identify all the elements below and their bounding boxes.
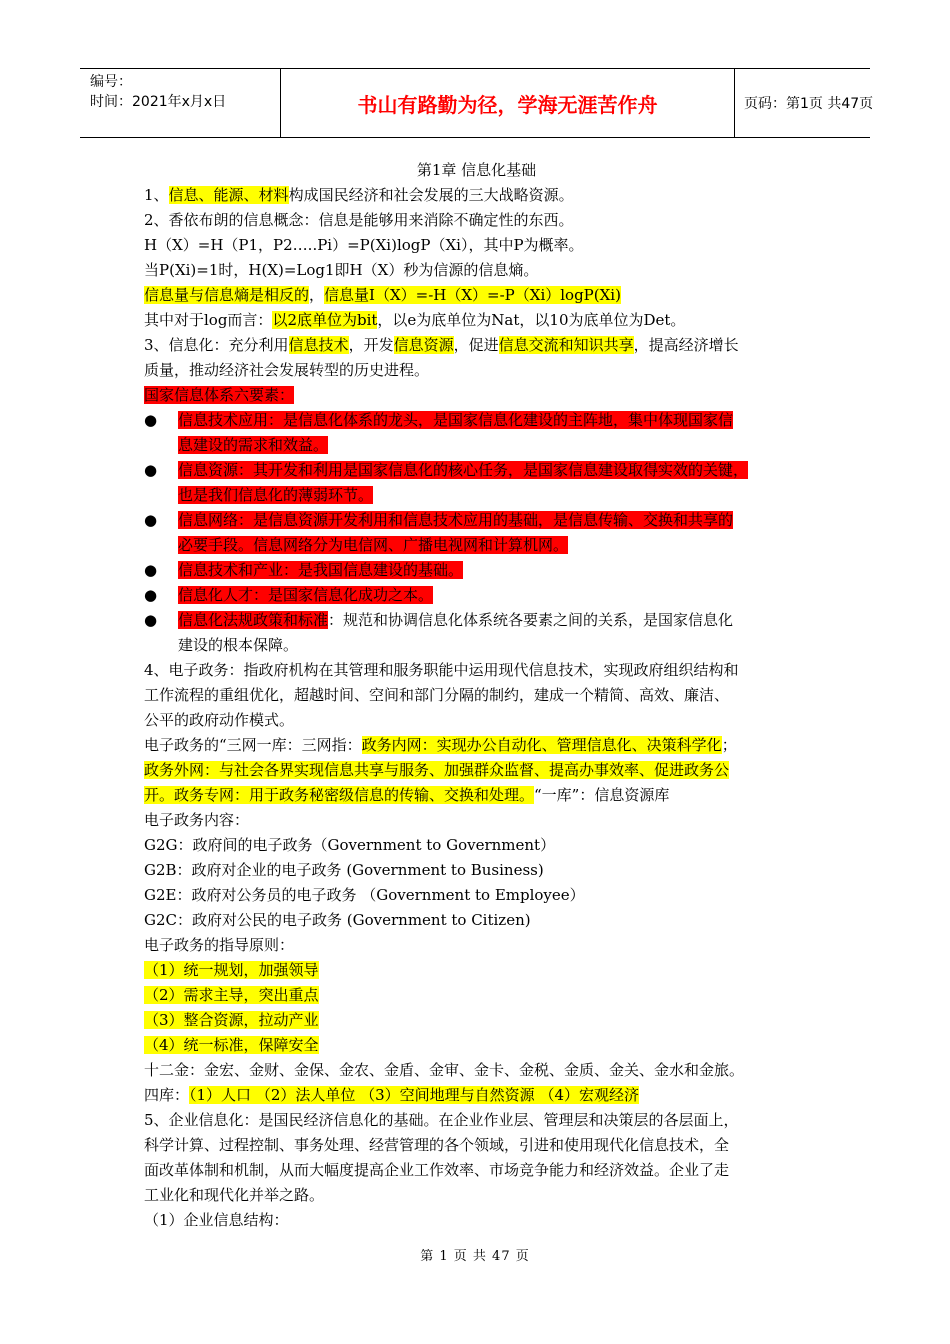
paragraph-7-cont: 质量，推动经济社会发展转型的历史进程。: [144, 361, 430, 379]
chapter-title: 第1章 信息化基础: [416, 161, 537, 179]
paragraph-8-cont: 公平的政府动作模式。: [144, 711, 295, 729]
paragraph-8-cont: 工作流程的重组优化，超越时间、空间和部门分隔的制约，建成一个精简、高效、廉洁、: [144, 686, 730, 704]
paragraph-8: 4、电子政务：指政府机构在其管理和服务职能中运用现代信息技术，实现政府组织结构和: [144, 661, 739, 679]
bullet-icon: ●: [144, 561, 158, 579]
number-label: 编号：: [90, 74, 132, 90]
principle-4: （4）统一标准，保障安全: [144, 1036, 319, 1054]
date-line: 时间：2021年x月x日: [90, 94, 227, 110]
paragraph-11: 电子政务的指导原则：: [144, 936, 295, 954]
paragraph-4: 当P(Xi)=1时，H(X)=Log1即H（X）秒为信源的信息熵。: [144, 261, 539, 279]
bullet-item: ● 信息技术应用：是信息化体系的龙头，是国家信息化建设的主阵地，集中体现国家信: [144, 408, 809, 433]
bullet-item: ● 信息网络：是信息资源开发利用和信息技术应用的基础，是信息传输、交换和共享的: [144, 508, 809, 533]
g2e-line: G2E：政府对公务员的电子政务 （Government to Employee）: [144, 886, 585, 904]
paragraph-5: 信息量与信息熵是相反的，信息量I（X）=-H（X）=-P（Xi）logP(Xi): [144, 286, 621, 304]
bullet-item: ● 信息资源：其开发和利用是国家信息化的核心任务，是国家信息建设取得实效的关键，: [144, 458, 809, 483]
paragraph-2: 2、香依布朗的信息概念：信息是能够用来消除不确定性的东西。: [144, 211, 574, 229]
paragraph-1: 1、信息、能源、材料构成国民经济和社会发展的三大战略资源。: [144, 186, 574, 204]
g2b-line: G2B：政府对企业的电子政务 (Government to Business): [144, 861, 544, 879]
g2c-line: G2C：政府对公民的电子政务 (Government to Citizen): [144, 911, 531, 929]
formula-entropy: H（X）=H（P1，P2…..Pi）=P(Xi)logP（Xi），其中P为概率。: [144, 236, 584, 254]
paragraph-15: （1）企业信息结构：: [144, 1211, 289, 1229]
paragraph-9: 电子政务的“三网一库：三网指：政务内网：实现办公自动化、管理信息化、决策科学化；: [144, 736, 737, 754]
six-elements-title: 国家信息体系六要素：: [144, 386, 295, 404]
bullet-item: ● 信息技术和产业：是我国信息建设的基础。: [144, 558, 809, 583]
paragraph-10: 电子政务内容：: [144, 811, 250, 829]
principle-1: （1）统一规划，加强领导: [144, 961, 319, 979]
bullet-item-cont: 也是我们信息化的薄弱环节。: [178, 486, 374, 504]
bullet-item-cont: 息建设的需求和效益。: [178, 436, 329, 454]
paragraph-14-cont: 面改革体制和机制，从而大幅度提高企业工作效率、市场竞争能力和经济效益。企业了走: [144, 1161, 730, 1179]
paragraph-6: 其中对于log而言：以2底单位为bit，以e为底单位为Nat，以10为底单位为Det。: [144, 311, 686, 329]
bullet-item-cont: 必要手段。信息网络分为电信网、广播电视网和计算机网。: [178, 536, 569, 554]
paragraph-14: 5、企业信息化：是国民经济信息化的基础。在企业作业层、管理层和决策层的各层面上，: [144, 1111, 739, 1129]
paragraph-13: 四库：（1）人口 （2）法人单位 （3）空间地理与自然资源 （4）宏观经济: [144, 1086, 639, 1104]
paragraph-14-cont: 科学计算、过程控制、事务处理、经营管理的各个领域，引进和使用现代化信息技术，全: [144, 1136, 730, 1154]
paragraph-14-cont: 工业化和现代化并举之路。: [144, 1186, 325, 1204]
motto-text: 书山有路勤为径，学海无涯苦作舟: [357, 92, 658, 117]
paragraph-12: 十二金：金宏、金财、金保、金农、金盾、金审、金卡、金税、金质、金关、金水和金旅。: [144, 1061, 745, 1079]
bullet-item: ● 信息化法规政策和标准：规范和协调信息化体系统各要素之间的关系，是国家信息化: [144, 608, 809, 633]
bullet-icon: ●: [144, 511, 158, 529]
header-meta-cell: [80, 69, 280, 137]
bullet-icon: ●: [144, 461, 158, 479]
bullet-icon: ●: [144, 611, 158, 629]
document-body: [144, 158, 809, 1233]
bullet-icon: ●: [144, 411, 158, 429]
principle-2: （2）需求主导，突出重点: [144, 986, 319, 1004]
highlight-yellow: 信息、能源、材料: [168, 186, 289, 204]
bullet-item-cont: 建设的根本保障。: [178, 636, 299, 654]
paragraph-9-cont: 开。政务专网：用于政务秘密级信息的传输、交换和处理。“一库”：信息资源库: [144, 786, 670, 804]
paragraph-7: 3、信息化：充分利用信息技术，开发信息资源，促进信息交流和知识共享，提高经济增长: [144, 336, 739, 354]
header-motto-cell: [280, 69, 735, 137]
page-info: 页码：第1页 共47页: [744, 96, 874, 112]
bullet-icon: ●: [144, 586, 158, 604]
g2g-line: G2G：政府间的电子政务（Government to Government）: [144, 836, 556, 854]
page-header: [80, 68, 874, 138]
page-footer: 第 1 页 共 47 页: [420, 1249, 530, 1264]
principle-3: （3）整合资源，拉动产业: [144, 1011, 319, 1029]
bullet-item: ● 信息化人才：是国家信息化成功之本。: [144, 583, 809, 608]
paragraph-9-cont: 政务外网：与社会各界实现信息共享与服务、加强群众监督、提高办事效率、促进政务公: [144, 761, 730, 779]
